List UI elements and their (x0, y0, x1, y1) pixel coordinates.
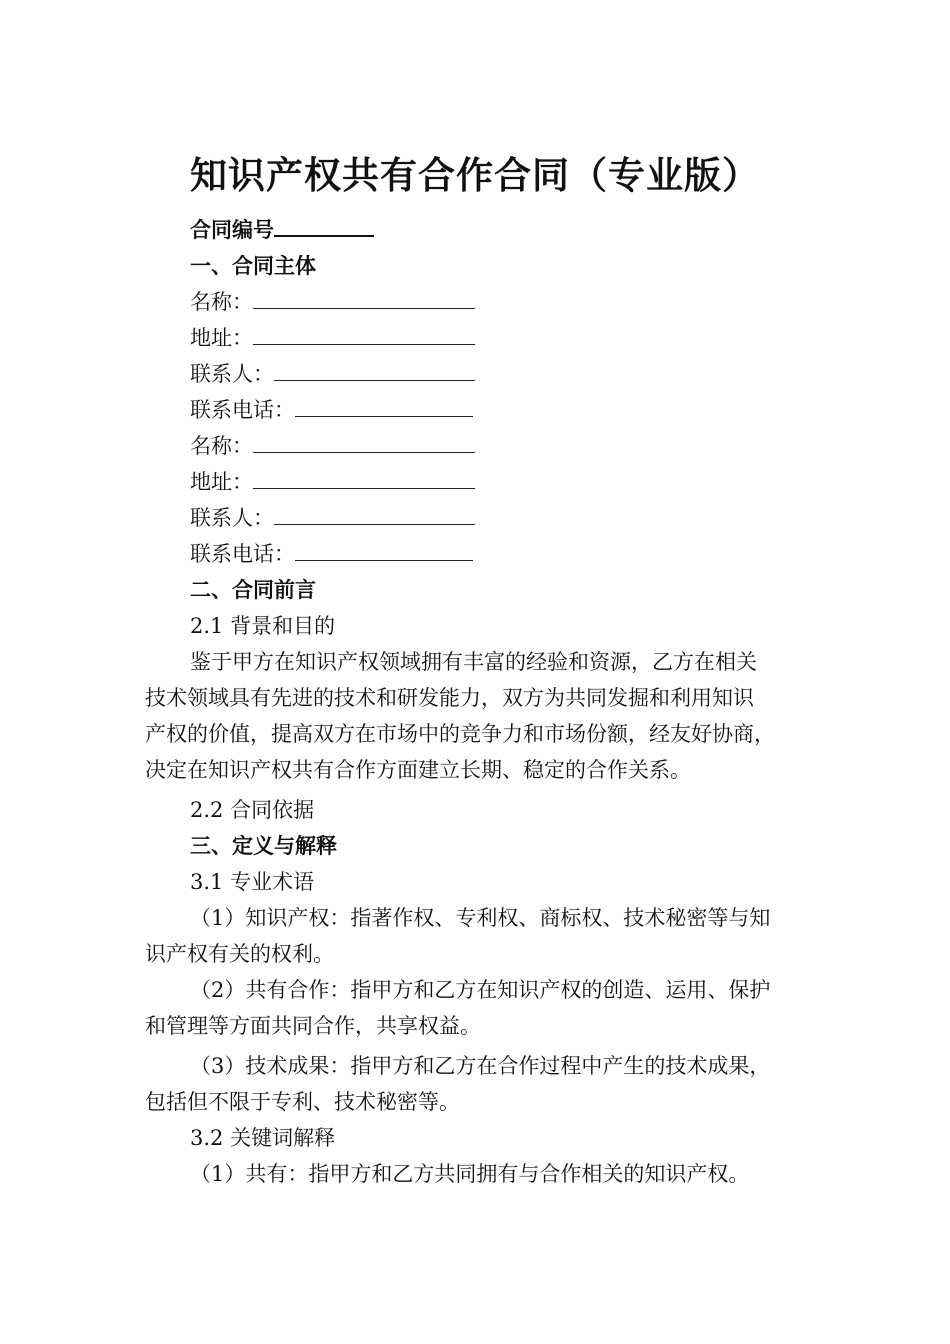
field-blank[interactable] (274, 502, 475, 525)
field-blank[interactable] (295, 394, 473, 417)
paragraph-line: 决定在知识产权共有合作方面建立长期、稳定的合作关系。 (145, 758, 691, 782)
section-heading-preamble: 二、合同前言 (190, 578, 316, 602)
document-title: 知识产权共有合作合同（专业版） (190, 154, 760, 197)
paragraph-line: 鉴于甲方在知识产权领域拥有丰富的经验和资源，乙方在相关 (190, 650, 757, 674)
field-label: 联系人： (190, 506, 274, 530)
subsection-2-2: 2.2 合同依据 (190, 798, 315, 822)
field-blank[interactable] (274, 358, 475, 381)
contract-number-label: 合同编号 (190, 218, 274, 242)
party-a-address-field (190, 321, 475, 355)
term-2-line: （2）共有合作：指甲方和乙方在知识产权的创造、运用、保护 (190, 978, 771, 1002)
party-a-name-field (190, 285, 475, 319)
field-label: 联系电话： (190, 398, 295, 422)
party-b-contact-field (190, 501, 475, 535)
field-blank[interactable] (253, 286, 475, 309)
party-b-address-field (190, 465, 475, 499)
term-1-line: 识产权有关的权利。 (145, 942, 334, 966)
field-blank[interactable] (253, 322, 475, 345)
field-blank[interactable] (253, 466, 475, 489)
term-3-line: （3）技术成果：指甲方和乙方在合作过程中产生的技术成果， (190, 1054, 771, 1078)
subsection-2-1: 2.1 背景和目的 (190, 614, 336, 638)
contract-number-line (190, 213, 374, 247)
section-heading-parties: 一、合同主体 (190, 254, 316, 278)
field-blank[interactable] (295, 538, 473, 561)
field-blank[interactable] (253, 430, 475, 453)
field-label: 地址： (190, 470, 253, 494)
term-2-line: 和管理等方面共同合作，共享权益。 (145, 1014, 481, 1038)
field-label: 联系电话： (190, 542, 295, 566)
section-heading-definitions: 三、定义与解释 (190, 834, 337, 858)
paragraph-line: 产权的价值，提高双方在市场中的竞争力和市场份额，经友好协商， (145, 722, 775, 746)
keyword-1-line: （1）共有：指甲方和乙方共同拥有与合作相关的知识产权。 (190, 1162, 750, 1186)
field-label: 名称： (190, 290, 253, 314)
subsection-3-1: 3.1 专业术语 (190, 870, 315, 894)
field-label: 地址： (190, 326, 253, 350)
contract-number-blank[interactable] (274, 213, 374, 237)
party-a-contact-field (190, 357, 475, 391)
term-1-line: （1）知识产权：指著作权、专利权、商标权、技术秘密等与知 (190, 906, 771, 930)
party-b-name-field (190, 429, 475, 463)
party-a-phone-field (190, 393, 473, 427)
paragraph-line: 技术领域具有先进的技术和研发能力，双方为共同发掘和利用知识 (145, 686, 754, 710)
party-b-phone-field (190, 537, 473, 571)
field-label: 名称： (190, 434, 253, 458)
term-3-line: 包括但不限于专利、技术秘密等。 (145, 1090, 460, 1114)
subsection-3-2: 3.2 关键词解释 (190, 1126, 336, 1150)
field-label: 联系人： (190, 362, 274, 386)
